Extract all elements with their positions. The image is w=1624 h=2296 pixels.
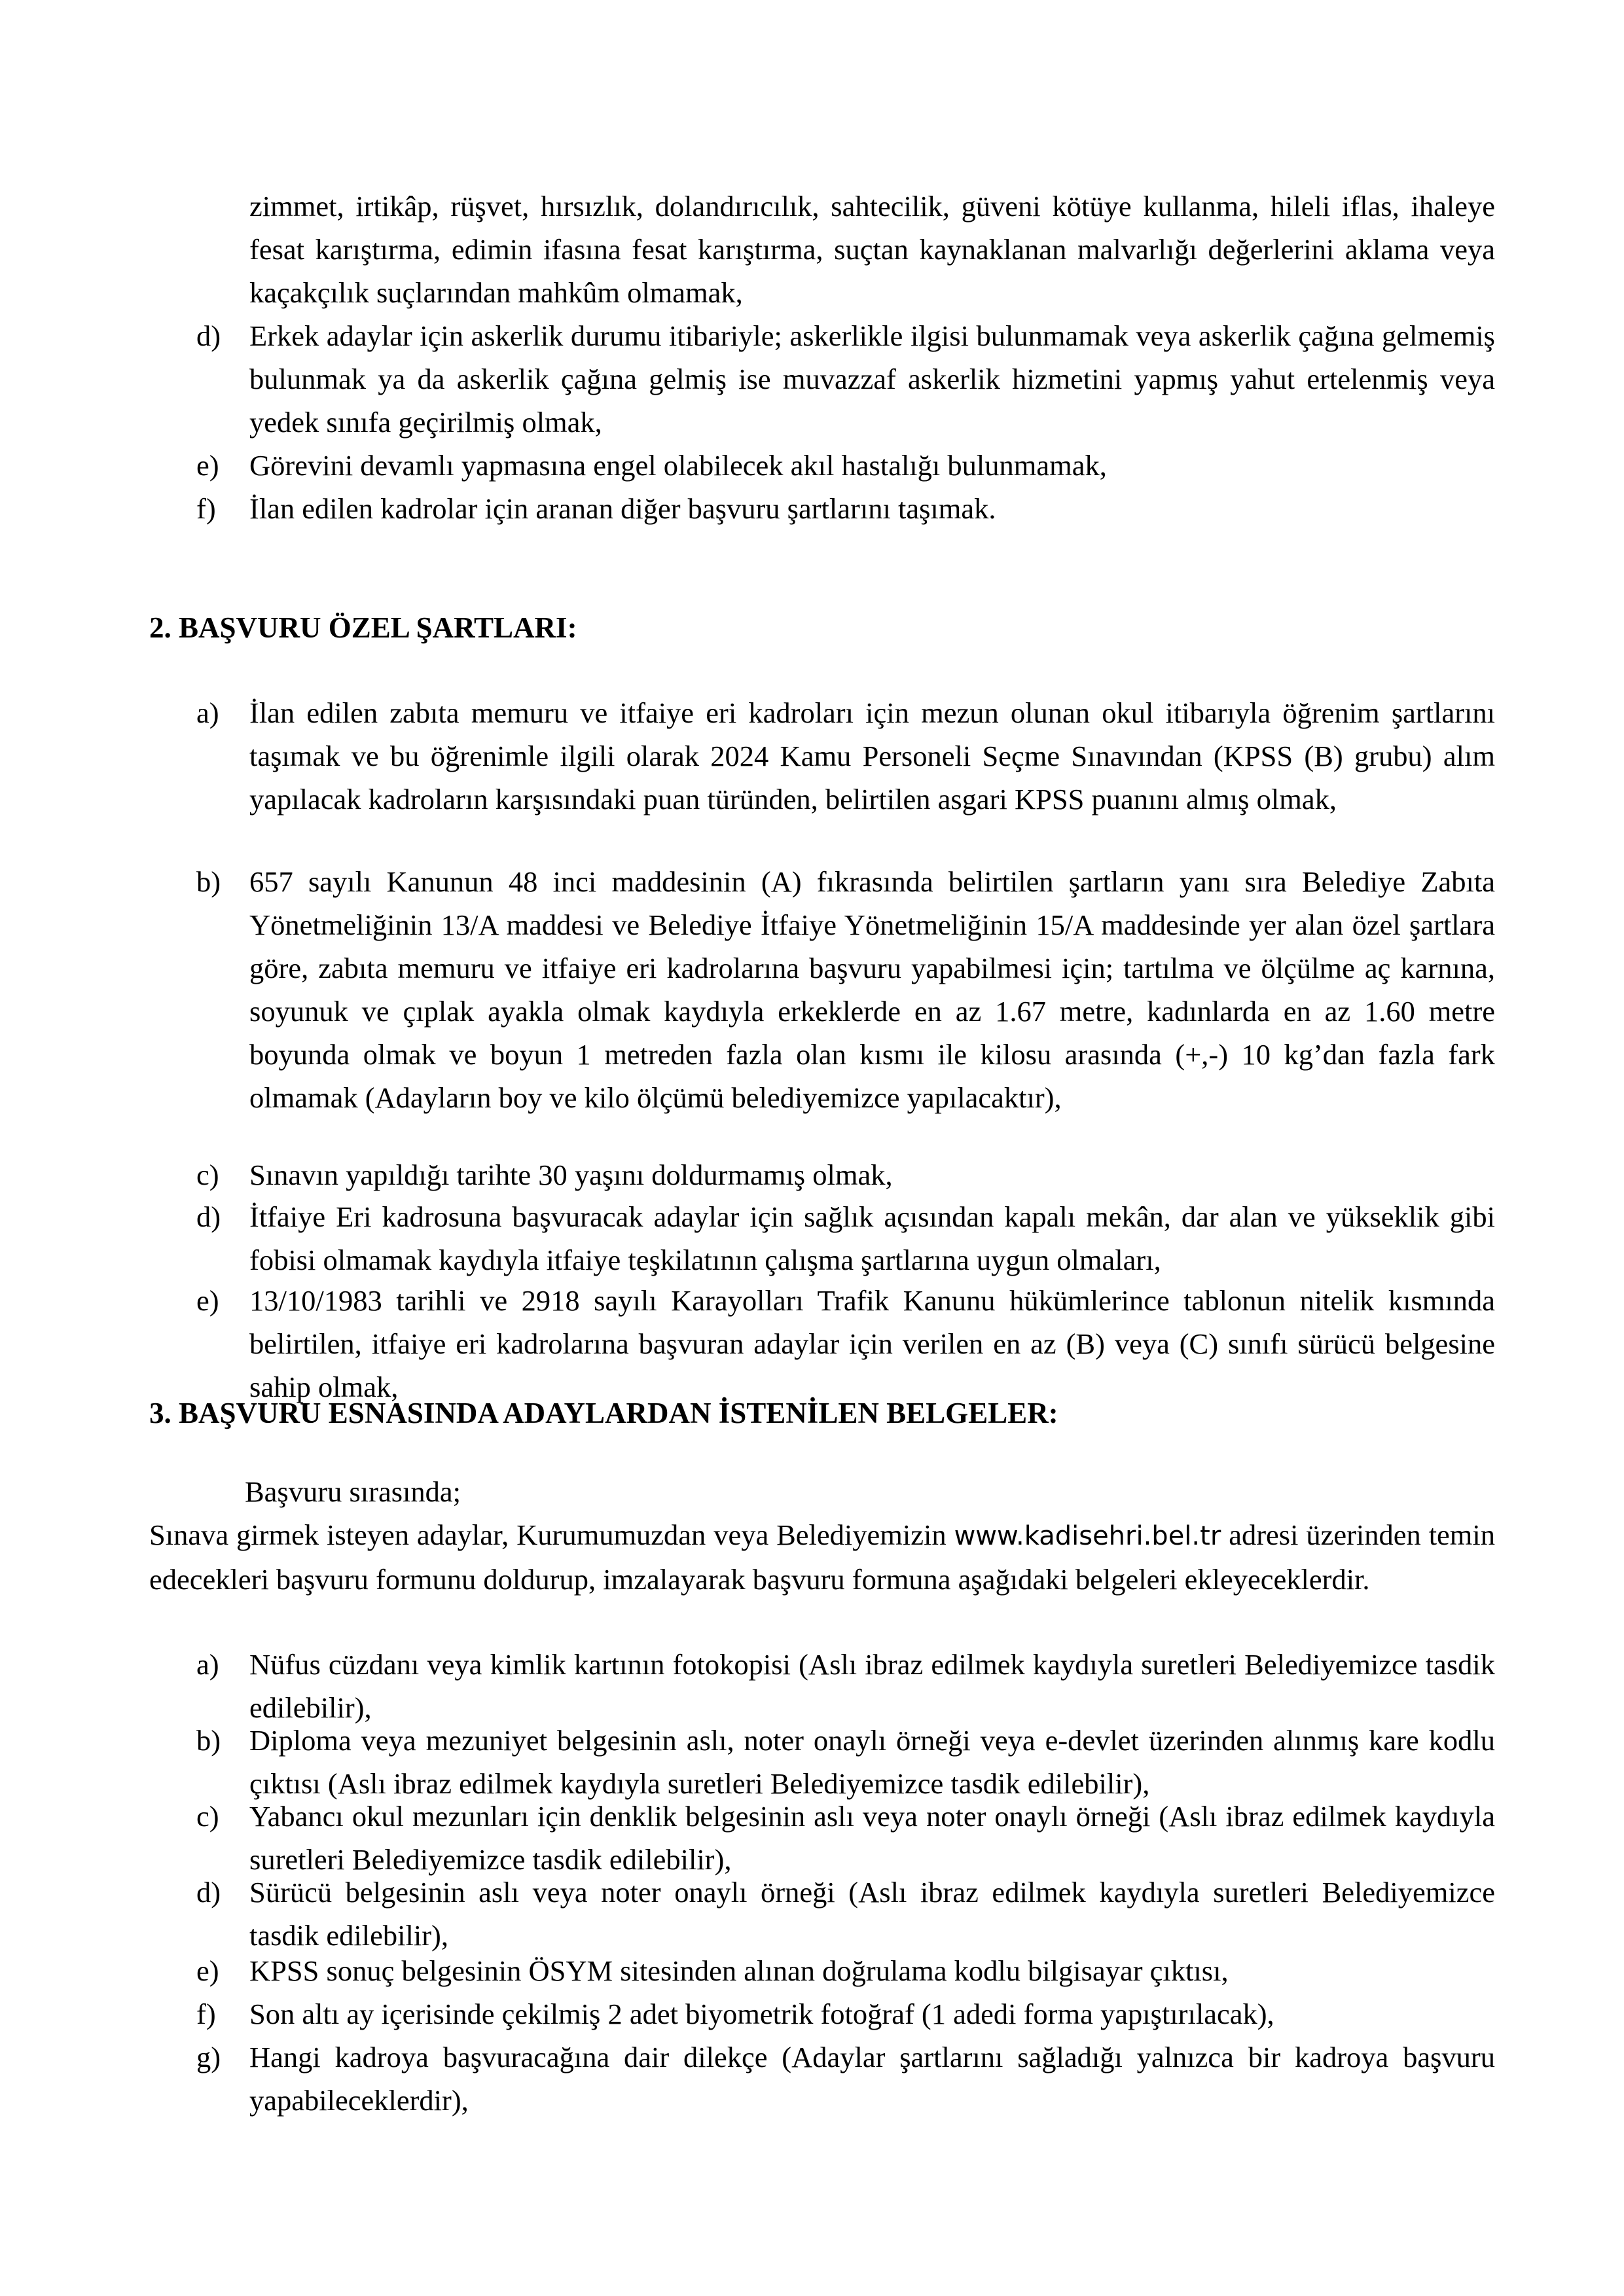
section-heading: 2. BAŞVURU ÖZEL ŞARTLARI: <box>149 611 577 644</box>
list-marker: a) <box>196 1648 219 1681</box>
list-marker: b) <box>196 865 221 898</box>
website-link[interactable]: www.kadisehri.bel.tr <box>954 1521 1221 1551</box>
list-item-text: Diploma veya mezuniyet belgesinin aslı, noter onaylı örneği veya e-devlet üzerinden alınmış kare kodlu çıktısı (Aslı ibraz edilmek kaydıyla suretleri Belediyemizce tasdik edilebilir), <box>249 1724 1495 1800</box>
list-marker: e) <box>196 1954 219 1987</box>
list-marker: f) <box>196 492 216 525</box>
list-item-text: Hangi kadroya başvuracağına dair dilekçe (Adaylar şartlarını sağladığı yalnızca bir kadroya başvuru yapabileceklerdir), <box>249 2041 1495 2117</box>
list-marker: a) <box>196 696 219 729</box>
list-item-text: İlan edilen zabıta memuru ve itfaiye eri kadroları için mezun olunan okul itibarıyla öğrenim şartlarını taşımak ve bu öğrenimle ilgili olarak 2024 Kamu Personeli Seçme Sınavından (KPSS (B) grubu) alım yapılacak kadroların karşısındaki puan türünden, belirtilen asgari KPSS puanını almış olmak, <box>249 696 1495 816</box>
list-marker: d) <box>196 1200 221 1233</box>
list-item-text: KPSS sonuç belgesinin ÖSYM sitesinden alınan doğrulama kodlu bilgisayar çıktısı, <box>249 1954 1229 1987</box>
list-marker: e) <box>196 1284 219 1317</box>
list-item-text: 13/10/1983 tarihli ve 2918 sayılı Karayolları Trafik Kanunu hükümlerince tablonun nitelik kısmında belirtilen, itfaiye eri kadrolarına başvuran adaylar için verilen en az (B) veya (C) sınıfı sürücü belgesine sahip olmak, <box>249 1284 1495 1403</box>
section-heading: 3. BAŞVURU ESNASINDA ADAYLARDAN İSTENİLEN BELGELER: <box>149 1397 1058 1429</box>
section-body <box>149 1513 1495 1601</box>
body-text: Sınava girmek isteyen adaylar, Kurumumuzdan veya Belediyemizin <box>149 1518 947 1551</box>
body-text: adresi üzerinden temin edecekleri başvuru formunu doldurup, imzalayarak başvuru formuna aşağıdaki belgeleri ekleyeceklerdir. <box>149 1518 1496 1596</box>
list-item-text: Son altı ay içerisinde çekilmiş 2 adet biyometrik fotoğraf (1 adedi forma yapıştırılacak), <box>249 1998 1274 2030</box>
list-item-text: Yabancı okul mezunları için denklik belgesinin aslı veya noter onaylı örneği (Aslı ibraz edilmek kaydıyla suretleri Belediyemizce tasdik edilebilir), <box>249 1800 1495 1876</box>
list-marker: d) <box>196 319 221 352</box>
section-intro: Başvuru sırasında; <box>245 1475 461 1508</box>
list-marker: c) <box>196 1800 219 1833</box>
section1-continuation-text: zimmet, irtikâp, rüşvet, hırsızlık, dolandırıcılık, sahtecilik, güveni kötüye kullanma, hileli iflas, ihaleye fesat karıştırma, edimin ifasına fesat karıştırma, suçtan kaynaklanan malvarlığı değerlerini aklama veya kaçakçılık suçlarından mahkûm olmamak, <box>249 190 1495 309</box>
list-marker: e) <box>196 449 219 482</box>
list-marker: c) <box>196 1158 219 1191</box>
list-item-text: Nüfus cüzdanı veya kimlik kartının fotokopisi (Aslı ibraz edilmek kaydıyla suretleri Belediyemizce tasdik edilebilir), <box>249 1648 1495 1724</box>
list-item-text: İtfaiye Eri kadrosuna başvuracak adaylar için sağlık açısından kapalı mekân, dar alan ve yükseklik gibi fobisi olmamak kaydıyla itfaiye teşkilatının çalışma şartlarına uygun olmaları, <box>249 1200 1495 1276</box>
list-marker: f) <box>196 1998 216 2030</box>
list-item-text: Görevini devamlı yapmasına engel olabilecek akıl hastalığı bulunmamak, <box>249 449 1107 482</box>
list-item-text: Sınavın yapıldığı tarihte 30 yaşını doldurmamış olmak, <box>249 1158 893 1191</box>
list-item-text: Sürücü belgesinin aslı veya noter onaylı örneği (Aslı ibraz edilmek kaydıyla suretleri Belediyemizce tasdik edilebilir), <box>249 1876 1495 1952</box>
list-marker: d) <box>196 1876 221 1909</box>
list-marker: b) <box>196 1724 221 1757</box>
list-item-text: İlan edilen kadrolar için aranan diğer başvuru şartlarını taşımak. <box>249 492 996 525</box>
list-item-text: 657 sayılı Kanunun 48 inci maddesinin (A) fıkrasında belirtilen şartların yanı sıra Belediye Zabıta Yönetmeliğinin 13/A maddesi ve Belediye İtfaiye Yönetmeliğinin 15/A maddesinde yer alan özel şartlara göre, zabıta memuru ve itfaiye eri kadrolarına başvuru yapabilmesi için; tartılma ve ölçülme aç karnına, soyunuk ve çıplak ayakla olmak kaydıyla erkeklerde en az 1.67 metre, kadınlarda en az 1.60 metre boyunda olmak ve boyun 1 metreden fazla olan kısmı ile kilosu arasında (+,-) 10 kg’dan fazla fark olmamak (Adayların boy ve kilo ölçümü belediyemizce yapılacaktır), <box>249 865 1495 1114</box>
list-marker: g) <box>196 2041 221 2073</box>
list-item-text: Erkek adaylar için askerlik durumu itibariyle; askerlikle ilgisi bulunmamak veya askerlik çağına gelmemiş bulunmak ya da askerlik çağına gelmiş ise muvazzaf askerlik hizmetini yapmış yahut ertelenmiş veya yedek sınıfa geçirilmiş olmak, <box>249 319 1495 439</box>
